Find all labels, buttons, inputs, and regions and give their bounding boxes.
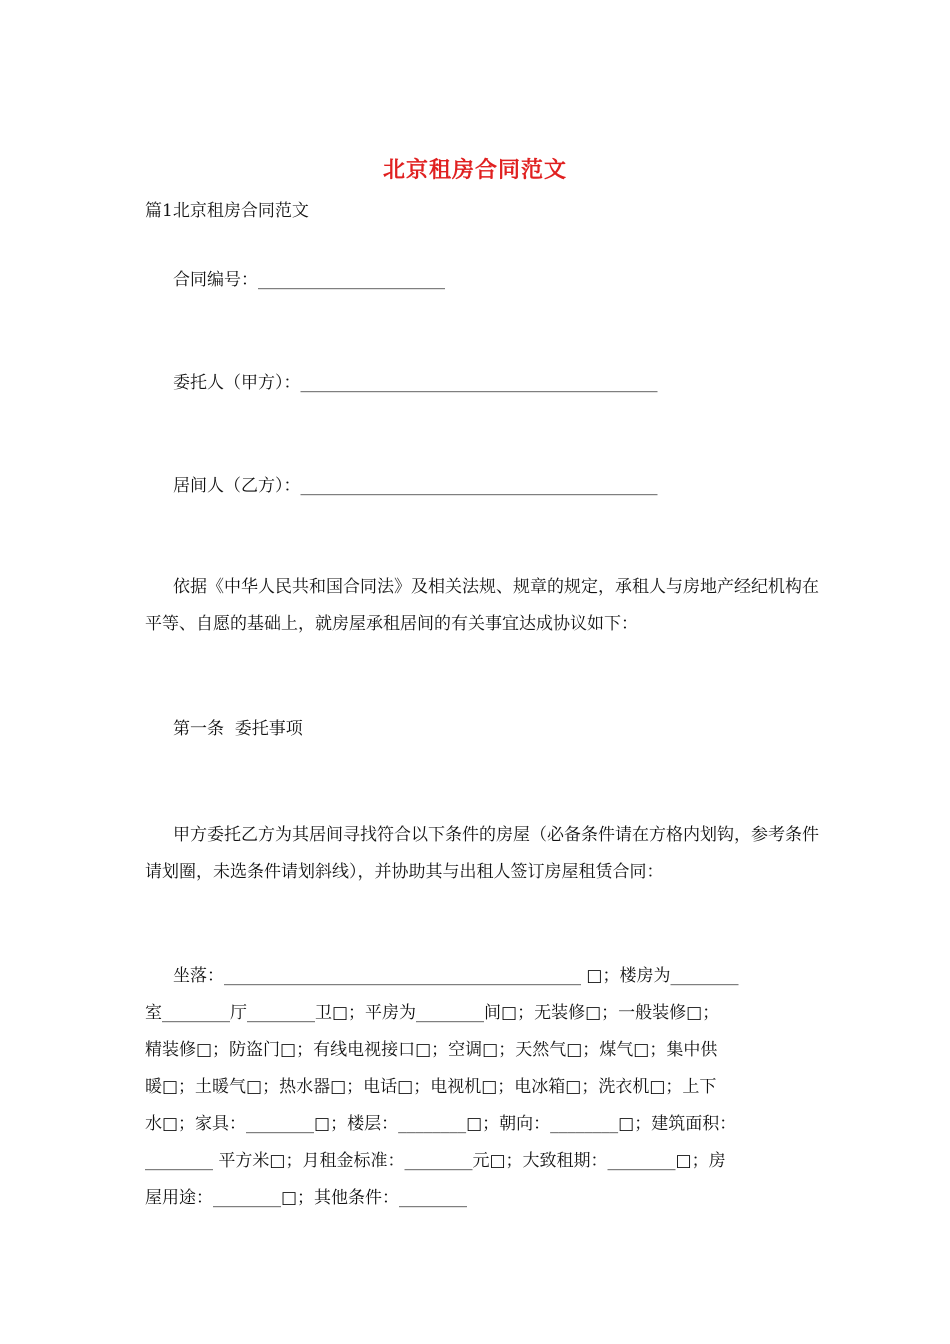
condition-line: 坐落：__________________________________________ □；楼房为________ <box>173 966 739 986</box>
party-b-blank: __________________________________________ <box>300 476 658 496</box>
intro-paragraph: 依据《中华人民共和国合同法》及相关法规、规章的规定，承租人与房地产经纪机构在平等、自愿的基础上，就房屋承租居间的有关事宜达成协议如下： <box>145 577 819 634</box>
party-a-blank: __________________________________________ <box>300 373 658 393</box>
condition-line: 室________厅________卫□；平房为________间□；无装修□；一般装修□； <box>145 1003 720 1023</box>
article-1-body: 甲方委托乙方为其居间寻找符合以下条件的房屋（必备条件请在方格内划钩，参考条件请划圈，未选条件请划斜线），并协助其与出租人签订房屋租赁合同： <box>145 825 819 882</box>
article-1-heading: 第一条 委托事项 <box>173 719 303 739</box>
condition-line: 精装修□；防盗门□；有线电视接口□；空调□；天然气□；煤气□；集中供 <box>145 1040 718 1060</box>
document-title: 北京租房合同范文 <box>382 157 567 183</box>
condition-line: 屋用途：________□；其他条件：________ <box>145 1188 468 1208</box>
party-a-line <box>173 365 863 402</box>
contract-number-line <box>173 262 863 299</box>
condition-line: 暖□；土暖气□；热水器□；电话□；电视机□；电冰箱□；洗衣机□；上下 <box>145 1077 717 1097</box>
party-b-label: 居间人（乙方）： <box>173 476 301 496</box>
contract-number-blank: ______________________ <box>258 270 445 290</box>
party-b-line <box>173 468 863 505</box>
section-heading: 篇1北京租房合同范文 <box>145 201 309 221</box>
contract-number-label: 合同编号： <box>173 270 258 290</box>
condition-line: ________ 平方米□；月租金标准：________元□；大致租期：________□；房 <box>145 1151 726 1171</box>
condition-line: 水□；家具：________□；楼层：________□；朝向：________□；建筑面积： <box>145 1114 737 1134</box>
party-a-label: 委托人（甲方）： <box>173 373 301 393</box>
